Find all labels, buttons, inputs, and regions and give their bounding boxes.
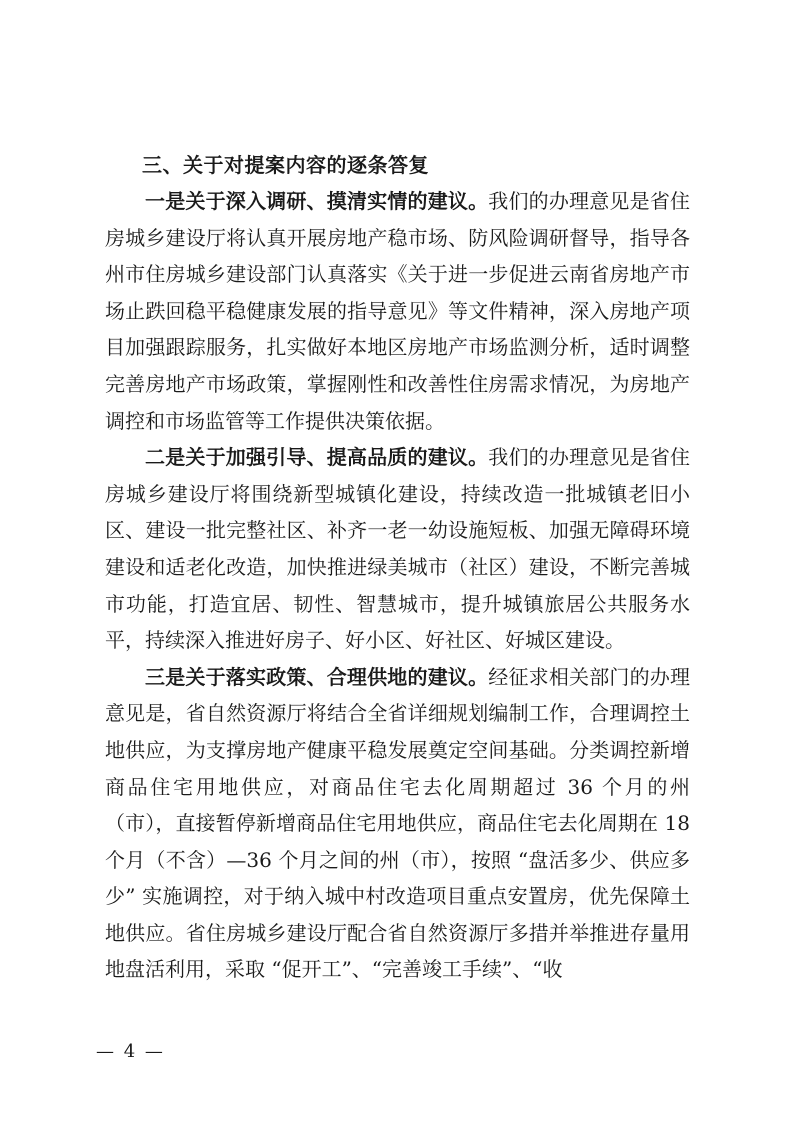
page-number: — 4 —	[96, 1041, 165, 1062]
paragraph-3-lead: 三是关于落实政策、合理供地的建议。	[145, 664, 489, 689]
document-body	[105, 147, 690, 988]
paragraph-3	[105, 659, 690, 988]
paragraph-1-lead: 一是关于深入调研、摸清实情的建议。	[145, 189, 489, 213]
paragraph-2-lead: 二是关于加强引导、提高品质的建议。	[145, 445, 489, 470]
paragraph-2	[105, 439, 690, 659]
paragraph-2-body: 我们的办理意见是省住房城乡建设厅将围绕新型城镇化建设，持续改造一批城镇老旧小区、建设一批完整社区、补齐一老一幼设施短板、加强无障碍环境建设和适老化改造，加快推进绿美城市（社区）建设，不断完善城市功能，打造宜居、韧性、智慧城市，提升城镇旅居公共服务水平，持续深入推进好房子、好小区、好社区、好城区建设。	[105, 445, 691, 653]
paragraph-1-body: 我们的办理意见是省住房城乡建设厅将认真开展房地产稳市场、防风险调研督导，指导各州市住房城乡建设部门认真落实《关于进一步促进云南省房地产市场止跌回稳平稳健康发展的指导意见》等文件精神，深入房地产项目加强跟踪服务，扎实做好本地区房地产市场监测分析，适时调整完善房地产市场政策，掌握刚性和改善性住房需求情况，为房地产调控和市场监管等工作提供决策依据。	[105, 189, 691, 433]
paragraph-3-body: 经征求相关部门的办理意见是，省自然资源厅将结合全省详细规划编制工作，合理调控土地供应，为支撑房地产健康平稳发展奠定空间基础。分类调控新增商品住宅用地供应，对商品住宅去化周期超过 36 个月的州（市），直接暂停新增商品住宅用地供应，商品住宅去化周期在 18 个月（不含）—36 个月之间的州（市），按照 “盘活多少、供应多少” 实施调控，对于纳入城中村改造项目重点安置房，优先保障土地供应。省住房城乡建设厅配合省自然资源厅多措并举推进存量用地盘活利用，采取 “促开工”、“完善竣工手续”、“收	[105, 664, 691, 982]
paragraph-1	[105, 183, 690, 439]
section-heading: 三、关于对提案内容的逐条答复	[142, 153, 429, 177]
